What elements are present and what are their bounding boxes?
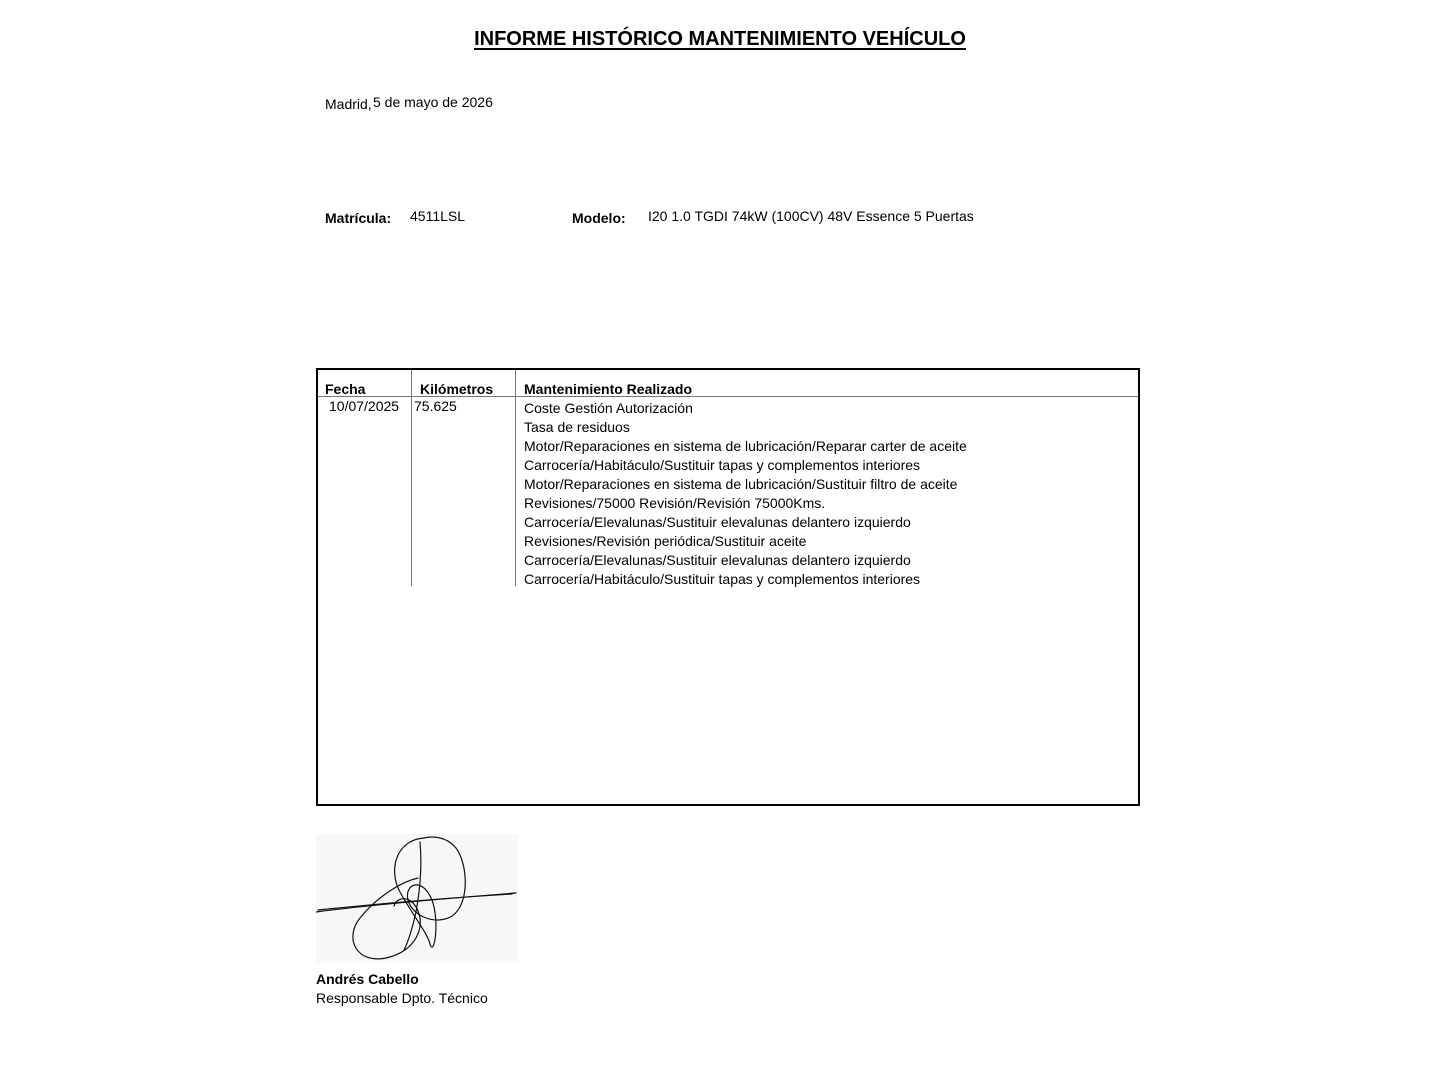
signer-name: Andrés Cabello xyxy=(316,971,419,987)
maintenance-item: Revisiones/75000 Revisión/Revisión 75000Kms. xyxy=(524,495,826,511)
plate-value: 4511LSL xyxy=(410,208,466,224)
header-maintenance: Mantenimiento Realizado xyxy=(524,381,693,397)
report-place: Madrid, xyxy=(325,96,372,112)
maintenance-item: Coste Gestión Autorización xyxy=(524,400,693,416)
maintenance-item: Carrocería/Habitáculo/Sustituir tapas y complementos interiores xyxy=(524,457,921,473)
maintenance-item: Carrocería/Elevalunas/Sustituir elevalunas delantero izquierdo xyxy=(524,514,911,530)
maintenance-item: Motor/Reparaciones en sistema de lubricación/Sustituir filtro de aceite xyxy=(524,476,958,492)
signer-role: Responsable Dpto. Técnico xyxy=(316,990,488,1006)
maintenance-item: Motor/Reparaciones en sistema de lubricación/Reparar carter de aceite xyxy=(524,438,967,454)
row-km: 75.625 xyxy=(414,398,457,414)
column-divider-maintenance xyxy=(515,370,516,586)
row-date: 10/07/2025 xyxy=(329,398,400,414)
maintenance-table xyxy=(316,368,1140,806)
signature-drawing xyxy=(316,834,518,962)
maintenance-list xyxy=(524,399,967,589)
column-divider-km xyxy=(411,370,412,586)
report-date: 5 de mayo de 2026 xyxy=(373,94,493,110)
model-label: Modelo: xyxy=(572,210,626,226)
signature-image xyxy=(316,834,518,962)
maintenance-item: Revisiones/Revisión periódica/Sustituir aceite xyxy=(524,533,807,549)
header-date: Fecha xyxy=(325,381,366,397)
plate-label: Matrícula: xyxy=(325,210,392,226)
header-km: Kilómetros xyxy=(420,381,494,397)
maintenance-item: Tasa de residuos xyxy=(524,419,630,435)
report-title: INFORME HISTÓRICO MANTENIMIENTO VEHÍCULO xyxy=(474,28,966,50)
maintenance-item: Carrocería/Habitáculo/Sustituir tapas y complementos interiores xyxy=(524,571,921,587)
maintenance-item: Carrocería/Elevalunas/Sustituir elevalunas delantero izquierdo xyxy=(524,552,911,568)
model-value: I20 1.0 TGDI 74kW (100CV) 48V Essence 5 Puertas xyxy=(648,208,974,224)
